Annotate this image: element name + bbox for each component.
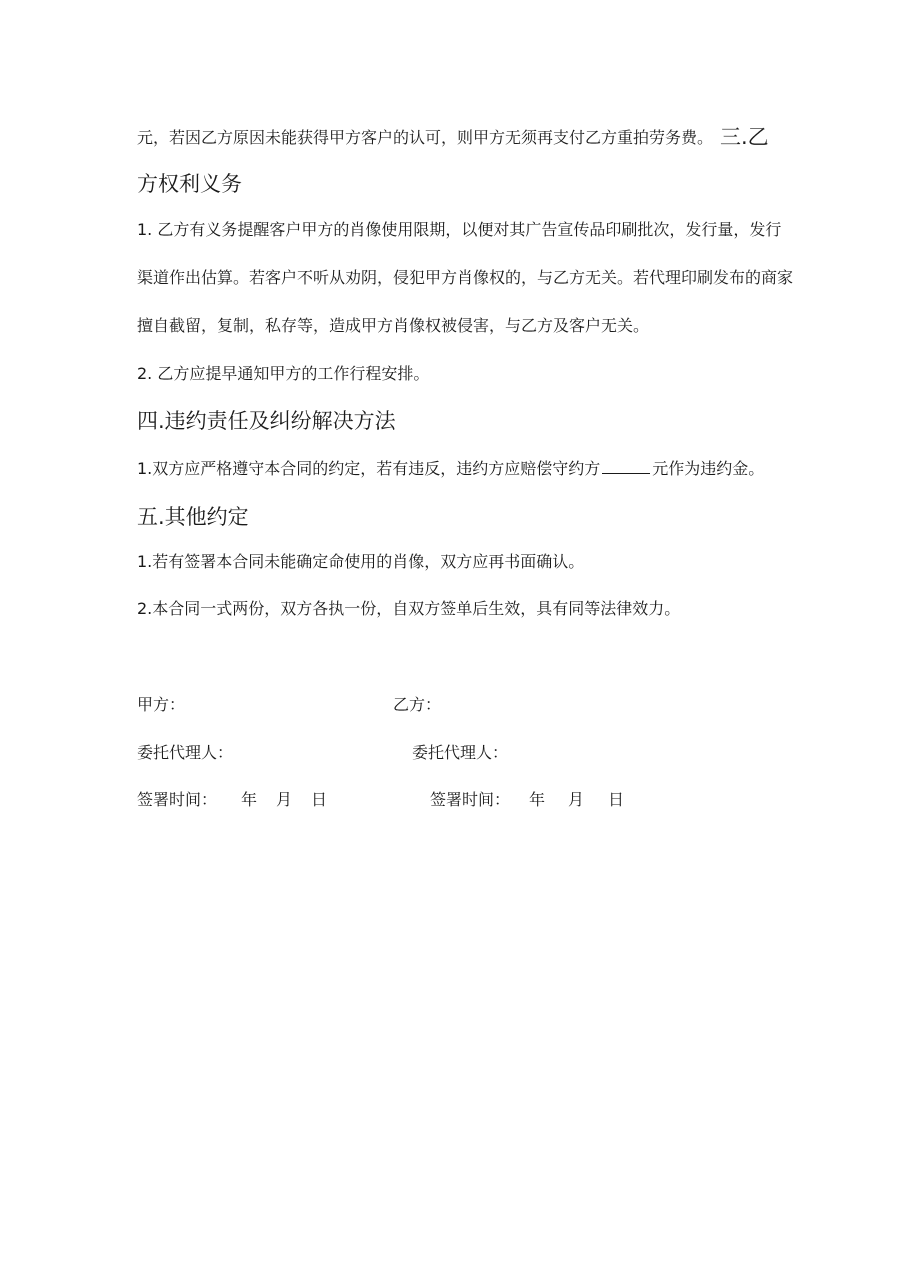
paragraph-fee-clause: 元，若因乙方原因未能获得甲方客户的认可，则甲方无须再支付乙方重拍劳务费。 [137, 128, 714, 147]
sign-time-a-month: 月 [276, 790, 293, 809]
sign-time-b-label: 签署时间： [430, 790, 511, 809]
section-3-heading: 方权利义务 [137, 172, 242, 196]
section-3-item-2: 2. 乙方应提早通知甲方的工作行程安排。 [137, 364, 430, 383]
section-4-item-1 [137, 457, 764, 480]
sign-time-b-year: 年 [529, 790, 546, 809]
party-a-label: 甲方： [137, 695, 186, 714]
section-3-heading-start: 三.乙 [720, 125, 769, 149]
section-3-item-1-line-1: 1. 乙方有义务提醒客户甲方的肖像使用限期，以便对其广告宣传品印刷批次，发行量，发行 [137, 220, 782, 239]
section-4-item-1-text-after: 元作为违约金。 [652, 459, 765, 478]
party-b-label: 乙方： [393, 695, 442, 714]
agent-b-label: 委托代理人： [412, 743, 509, 762]
section-5-item-1: 1.若有签署本合同未能确定命使用的肖像，双方应再书面确认。 [137, 552, 585, 571]
agent-a-label: 委托代理人： [137, 743, 234, 762]
section-4-heading: 四.违约责任及纠纷解决方法 [137, 409, 396, 433]
section-5-item-2: 2.本合同一式两份，双方各执一份，自双方签单后生效，具有同等法律效力。 [137, 599, 681, 618]
sign-time-b-month: 月 [568, 790, 585, 809]
section-3-item-1-line-2: 渠道作出估算。若客户不听从劝阴，侵犯甲方肖像权的，与乙方无关。若代理印刷发布的商家 [137, 268, 794, 287]
sign-time-a-day: 日 [311, 790, 328, 809]
sign-time-a-year: 年 [241, 790, 258, 809]
sign-time-a-label: 签署时间： [137, 790, 218, 809]
section-4-item-1-text-before: 1.双方应严格遵守本合同的约定，若有违反，违约方应赔偿守约方 [137, 459, 601, 478]
section-3-item-1-line-3: 擅自截留，复制，私存等，造成甲方肖像权被侵害，与乙方及客户无关。 [137, 316, 650, 335]
amount-blank [602, 457, 650, 474]
section-5-heading: 五.其他约定 [137, 505, 249, 529]
sign-time-b-day: 日 [608, 790, 625, 809]
